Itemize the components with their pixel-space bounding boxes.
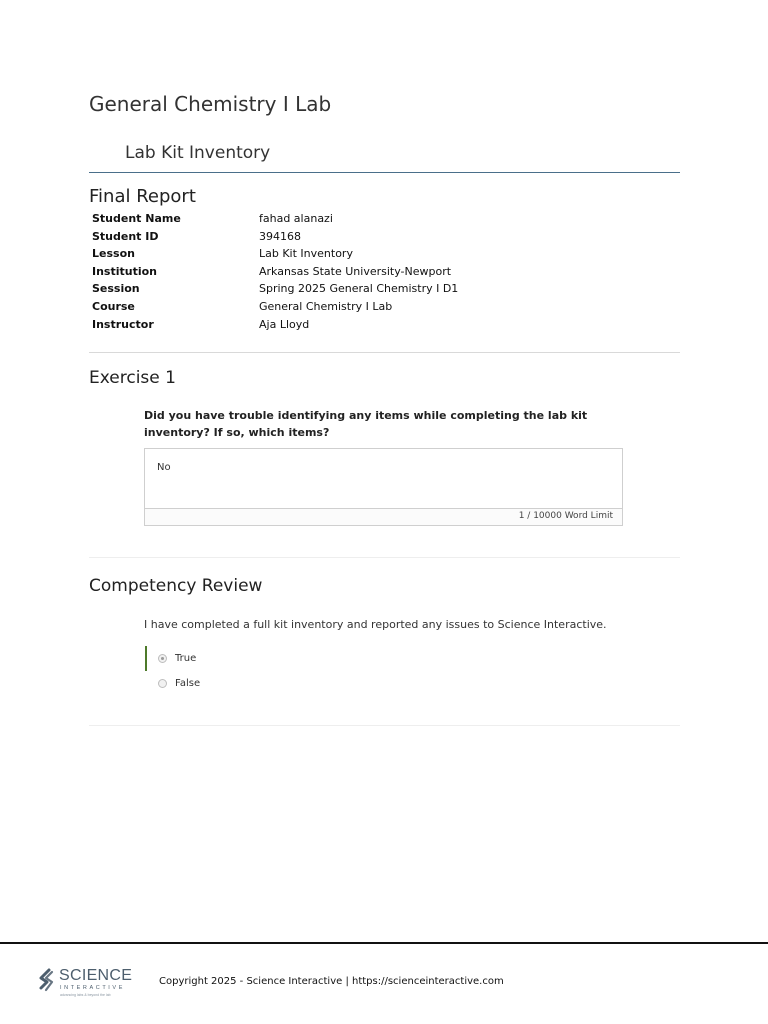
info-row-lesson — [92, 245, 458, 263]
info-value: Aja Lloyd — [259, 317, 310, 331]
info-label: Course — [92, 299, 135, 313]
competency-statement: I have completed a full kit inventory and reported any issues to Science Interactive. — [144, 618, 607, 631]
title-divider — [89, 172, 680, 173]
info-row-course — [92, 298, 458, 316]
option-true[interactable] — [158, 653, 196, 664]
lesson-title: Lab Kit Inventory — [125, 143, 271, 163]
info-value: fahad alanazi — [259, 212, 333, 225]
info-value: Arkansas State University-Newport — [259, 264, 452, 278]
radio-true[interactable] — [158, 654, 167, 663]
science-interactive-logo — [37, 966, 133, 1000]
exercise-1-question: Did you have trouble identifying any items while completing the lab kit inventory? If so, which items? — [144, 409, 588, 439]
logo-tagline: advancing labs & beyond the lab — [60, 993, 111, 997]
copyright-text: Copyright 2025 - Science Interactive | https://scienceinteractive.com — [159, 976, 504, 987]
selected-answer-indicator — [145, 646, 147, 671]
footer-divider — [0, 942, 768, 944]
info-row-student-id — [92, 228, 458, 246]
radio-false[interactable] — [158, 679, 167, 688]
info-row-instructor — [92, 316, 458, 334]
word-limit-counter: 1 / 10000 Word Limit — [518, 511, 613, 521]
option-label: True — [175, 653, 197, 664]
info-label: Instructor — [92, 317, 154, 331]
exercise-1-heading: Exercise 1 — [89, 368, 176, 388]
info-label: Lesson — [92, 247, 135, 261]
logo-subtext: INTERACTIVE — [60, 985, 125, 991]
section-divider — [89, 352, 680, 353]
info-row-session — [92, 280, 458, 298]
report-info-table — [92, 210, 458, 333]
info-value: 394168 — [259, 229, 301, 243]
section-divider — [89, 557, 680, 558]
section-divider — [89, 725, 680, 726]
info-value: Spring 2025 General Chemistry I D1 — [259, 282, 459, 296]
info-label: Session — [92, 282, 140, 296]
info-value: Lab Kit Inventory — [259, 247, 353, 261]
info-row-student-name — [92, 210, 458, 228]
info-value: General Chemistry I Lab — [259, 299, 393, 313]
competency-review-heading: Competency Review — [89, 576, 263, 596]
option-label: False — [175, 678, 201, 689]
info-label: Student ID — [92, 229, 159, 243]
info-row-institution — [92, 263, 458, 281]
answer-textbox[interactable] — [144, 448, 623, 526]
course-title: General Chemistry I Lab — [89, 92, 332, 116]
answer-text: No — [157, 462, 171, 473]
logo-mark-icon — [37, 966, 57, 994]
info-label: Student Name — [92, 212, 181, 225]
option-false[interactable] — [158, 678, 200, 689]
answer-footer — [145, 508, 622, 525]
final-report-heading: Final Report — [89, 186, 196, 207]
logo-wordmark: SCIENCE — [59, 967, 133, 984]
info-label: Institution — [92, 264, 158, 278]
